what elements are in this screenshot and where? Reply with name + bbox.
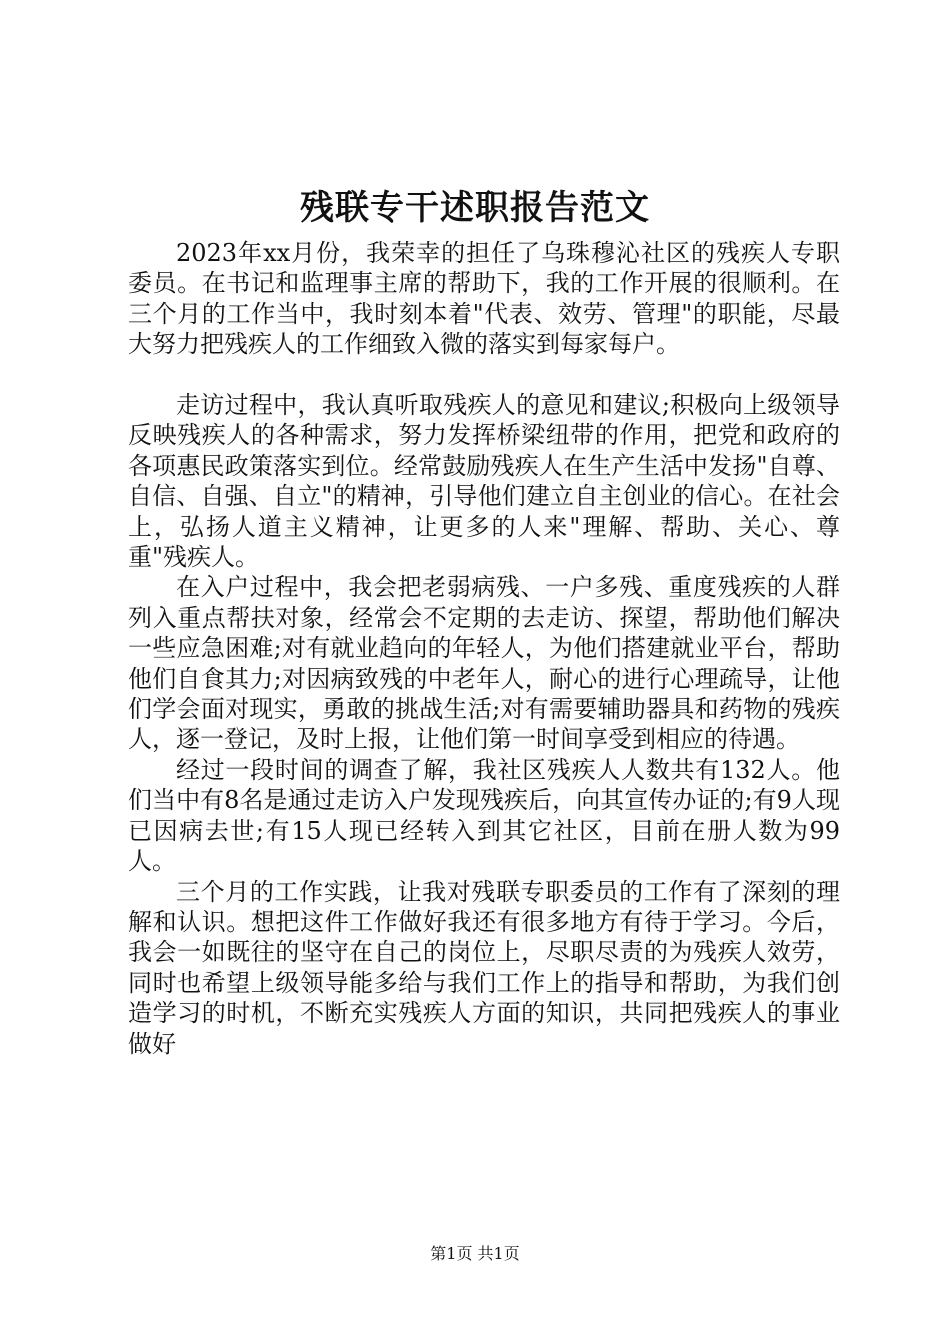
page-footer: 第1页 共1页 (430, 1244, 520, 1263)
document-body (128, 238, 840, 1059)
paragraph-conclusion: 三个月的工作实践，让我对残联专职委员的工作有了深刻的理解和认识。想把这件工作做好我还有很多地方有待于学习。今后，我会一如既往的坚守在自己的岗位上，尽职尽责的为残疾人效劳，同时也希望上级领导能多给与我们工作上的指导和帮助，为我们创造学习的时机，不断充实残疾人方面的知识，共同把残疾人的事业做好 (128, 877, 840, 1058)
paragraph-household-support: 在入户过程中，我会把老弱病残、一户多残、重度残疾的人群列入重点帮扶对象，经常会不定期的去走访、探望，帮助他们解决一些应急困难;对有就业趋向的年轻人，为他们搭建就业平台，帮助他们自食其力;对因病致残的中老年人，耐心的进行心理疏导，让他们学会面对现实，勇敢的挑战生活;对有需要辅助器具和药物的残疾人，逐一登记，及时上报，让他们第一时间享受到相应的待遇。 (128, 573, 840, 754)
page-title: 残联专干述职报告范文 (300, 188, 650, 228)
paragraph-intro: 2023年xx月份，我荣幸的担任了乌珠穆沁社区的残疾人专职委员。在书记和监理事主席的帮助下，我的工作开展的很顺利。在三个月的工作当中，我时刻本着"代表、效劳、管理"的职能，尽最大努力把残疾人的工作细致入微的落实到每家每户。 (128, 239, 840, 359)
paragraph-statistics: 经过一段时间的调查了解，我社区残疾人人数共有132人。他们当中有8名是通过走访入户发现残疾后，向其宣传办证的;有9人现已因病去世;有15人现已经转入到其它社区，目前在册人数为99人。 (128, 755, 840, 876)
paragraph-visits: 走访过程中，我认真听取残疾人的意见和建议;积极向上级领导反映残疾人的各种需求，努力发挥桥梁纽带的作用，把党和政府的各项惠民政策落实到位。经常鼓励残疾人在生产生活中发扬"自尊、自信、自强、自立"的精神，引导他们建立自主创业的信心。在社会上，弘扬人道主义精神，让更多的人来"理解、帮助、关心、尊重"残疾人。 (128, 391, 840, 572)
